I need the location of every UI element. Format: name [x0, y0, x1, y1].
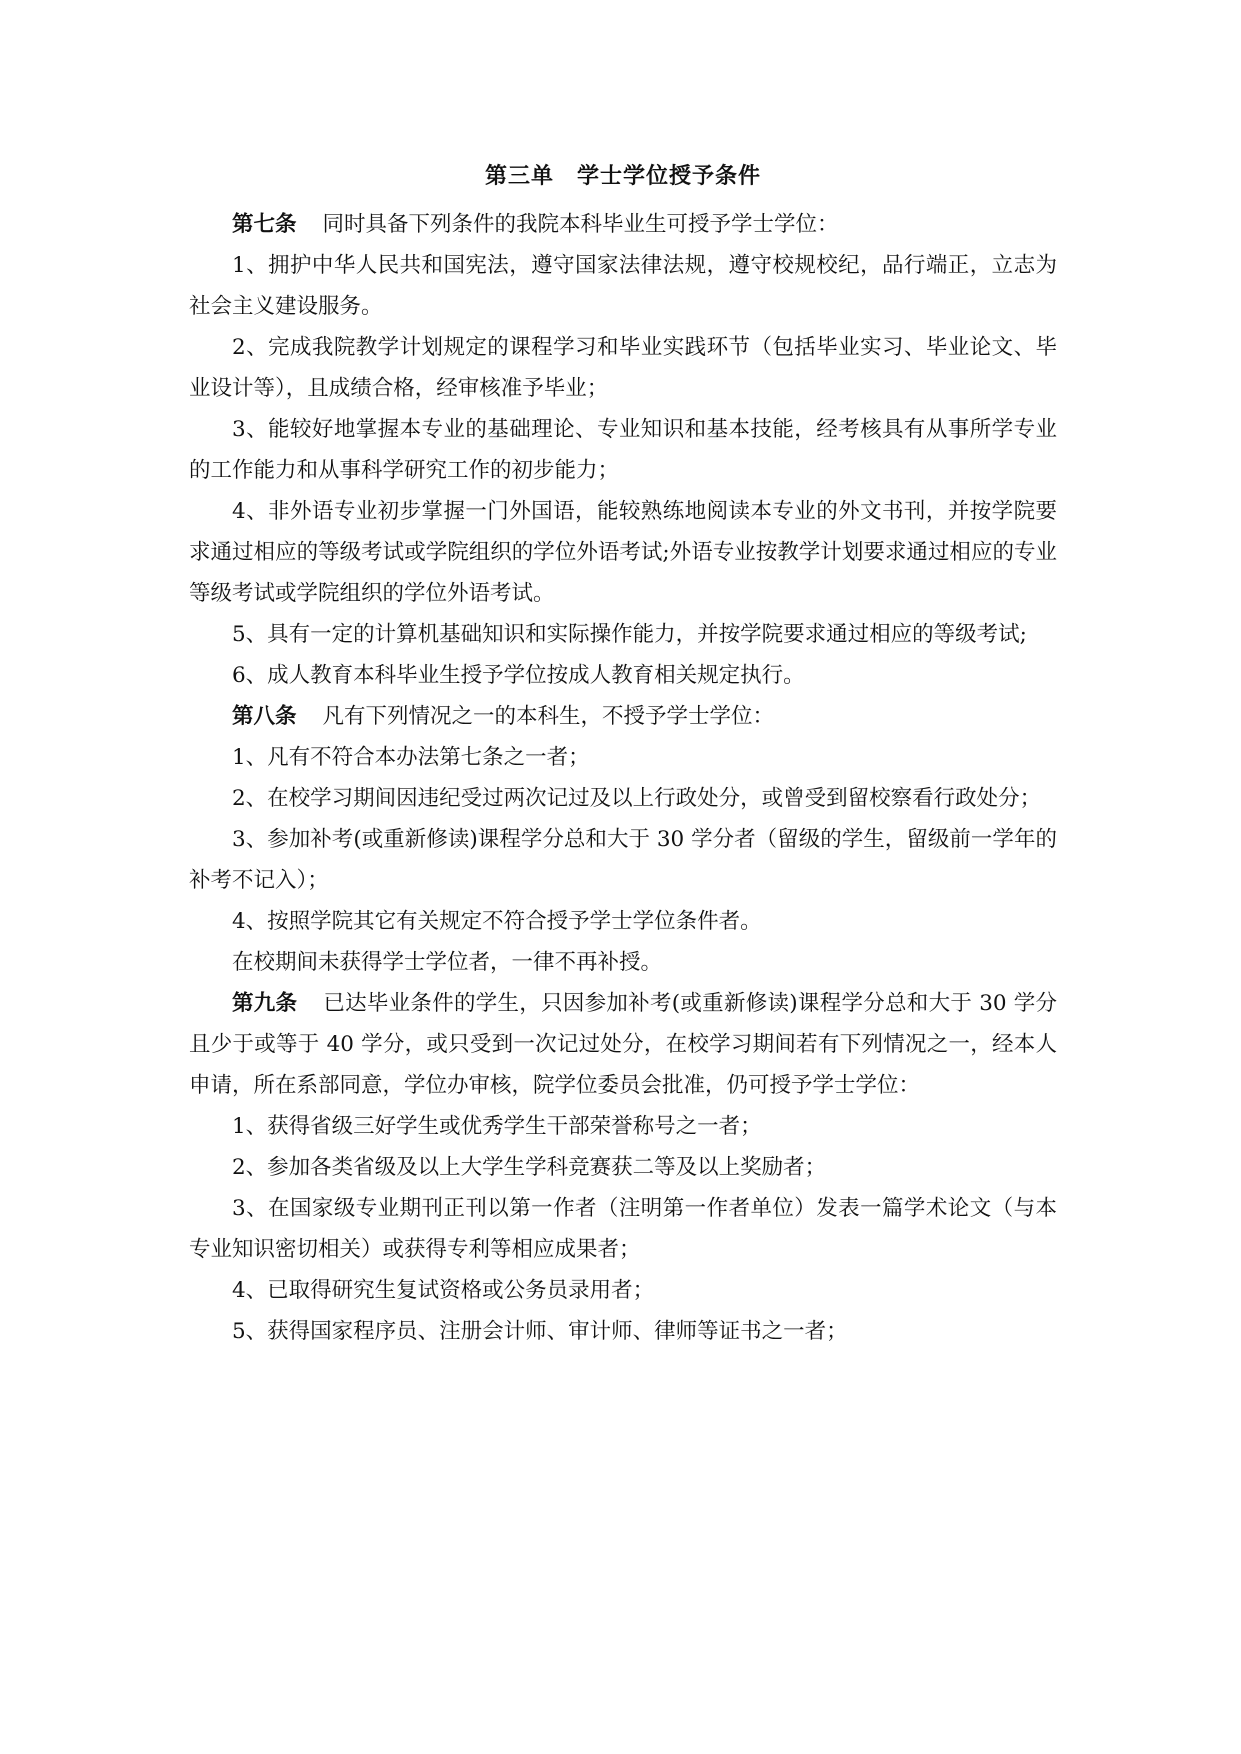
- article-7-item-1: 1、拥护中华人民共和国宪法，遵守国家法律法规，遵守校规校纪，品行端正，立志为社会主义建设服务。: [189, 253, 1057, 319]
- article-9-heading: 第九条: [232, 991, 298, 1016]
- article-7-intro-text: 同时具备下列条件的我院本科毕业生可授予学士学位：: [322, 212, 839, 237]
- article-8-item-1: 1、凡有不符合本办法第七条之一者；: [232, 745, 590, 770]
- chapter-title: 第三单 学士学位授予条件: [484, 163, 761, 189]
- article-7-intro: [189, 204, 1057, 245]
- article-8-item-2: 2、在校学习期间因违纪受过两次记过及以上行政处分，或曾受到留校察看行政处分；: [232, 786, 1042, 811]
- article-8-item-3: 3、参加补考(或重新修读)课程学分总和大于 30 学分者（留级的学生，留级前一学年的补考不记入）；: [189, 827, 1057, 893]
- article-7-item-5: 5、具有一定的计算机基础知识和实际操作能力，并按学院要求通过相应的等级考试;: [232, 622, 1027, 647]
- article-7-item-6: 6、成人教育本科毕业生授予学位按成人教育相关规定执行。: [232, 663, 805, 688]
- article-9-item-2: 2、参加各类省级及以上大学生学科竞赛获二等及以上奖励者；: [232, 1155, 827, 1180]
- article-8-heading: 第八条: [232, 704, 297, 729]
- article-9-item-1: 1、获得省级三好学生或优秀学生干部荣誉称号之一者；: [232, 1114, 762, 1139]
- article-7-heading: 第七条: [232, 212, 297, 237]
- article-9-item-4: 4、已取得研究生复试资格或公务员录用者；: [232, 1278, 655, 1303]
- article-9-intro-text: 已达毕业条件的学生，只因参加补考(或重新修读)课程学分总和大于 30 学分且少于或等于 40 学分，或只受到一次记过处分，在校学习期间若有下列情况之一，经本人申请，所在系部同意，学位办审核，院学位委员会批准，仍可授予学士学位：: [189, 991, 1057, 1098]
- article-8-item-4: 4、按照学院其它有关规定不符合授予学士学位条件者。: [232, 909, 762, 934]
- document-page: [189, 162, 1057, 1352]
- article-9-item-5: 5、获得国家程序员、注册会计师、审计师、律师等证书之一者；: [232, 1319, 848, 1344]
- article-7-item-2: 2、完成我院教学计划规定的课程学习和毕业实践环节（包括毕业实习、毕业论文、毕业设计等），且成绩合格，经审核准予毕业；: [189, 335, 1057, 401]
- article-8-intro-text: 凡有下列情况之一的本科生，不授予学士学位：: [322, 704, 775, 729]
- article-8-intro: [189, 696, 1057, 737]
- article-9-intro: [189, 983, 1057, 1106]
- article-8-note: 在校期间未获得学士学位者，一律不再补授。: [232, 950, 663, 975]
- article-7-item-4: 4、非外语专业初步掌握一门外国语，能较熟练地阅读本专业的外文书刊，并按学院要求通过相应的等级考试或学院组织的学位外语考试;外语专业按教学计划要求通过相应的专业等级考试或学院组织的学位外语考试。: [189, 499, 1057, 606]
- article-9-item-3: 3、在国家级专业期刊正刊以第一作者（注明第一作者单位）发表一篇学术论文（与本专业知识密切相关）或获得专利等相应成果者；: [189, 1196, 1057, 1262]
- article-7-item-3: 3、能较好地掌握本专业的基础理论、专业知识和基本技能，经考核具有从事所学专业的工作能力和从事科学研究工作的初步能力；: [189, 417, 1057, 483]
